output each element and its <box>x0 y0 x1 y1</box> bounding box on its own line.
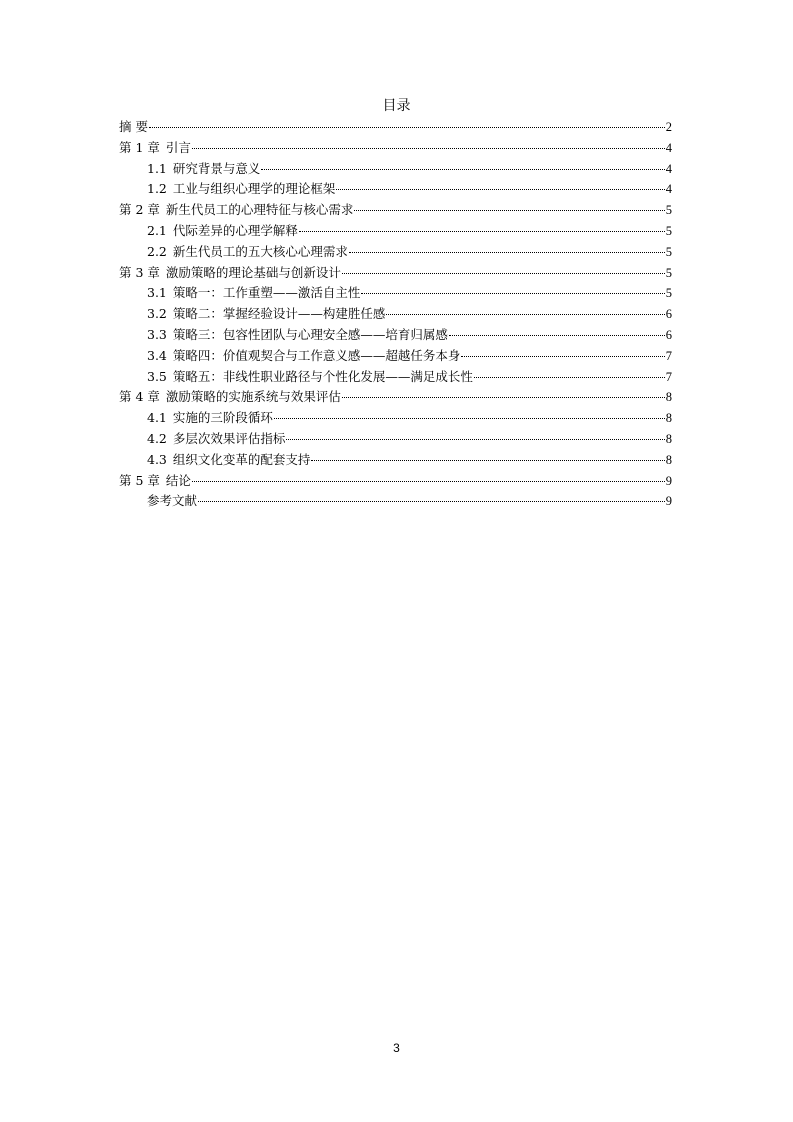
toc-dot-leader <box>449 335 665 336</box>
toc-entry-text: 多层次效果评估指标 <box>172 430 286 446</box>
toc-entry-page: 5 <box>665 244 672 259</box>
toc-entry-label <box>147 408 273 429</box>
toc-entry-page: 4 <box>665 182 672 197</box>
toc-entry[interactable] <box>119 200 672 221</box>
toc-entry-label <box>119 200 353 221</box>
toc-entry-text: 实施的三阶段循环 <box>172 410 273 426</box>
toc-entry-text: 引言 <box>165 139 191 155</box>
toc-entry-number: 第 2 章 <box>119 202 160 218</box>
toc-entry-text: 新生代员工的五大核心心理需求 <box>172 243 348 259</box>
toc-entry-text: 代际差异的心理学解释 <box>172 222 298 238</box>
toc-entry-text: 摘 要 <box>119 119 148 134</box>
toc-dot-leader <box>299 231 665 232</box>
toc-dot-leader <box>336 189 664 190</box>
toc-entry-label <box>119 117 148 138</box>
toc-entry-text: 策略四：价值观契合与工作意义感——超越任务本身 <box>172 347 461 363</box>
page-number: 3 <box>393 1041 400 1055</box>
toc-dot-leader <box>461 356 664 357</box>
toc-entry-number: 3.5 <box>147 368 167 384</box>
toc-entry-page: 5 <box>665 203 672 218</box>
toc-entry-page: 5 <box>665 265 672 280</box>
toc-title: 目录 <box>382 98 411 114</box>
toc-dot-leader <box>149 127 665 128</box>
toc-entry-number: 第 3 章 <box>119 264 160 280</box>
toc-entry-label <box>147 450 310 471</box>
toc-entry-label <box>147 429 285 450</box>
toc-entry-text: 结论 <box>165 472 191 488</box>
toc-dot-leader <box>354 210 664 211</box>
toc-entry-page: 8 <box>665 431 672 446</box>
toc-entry-number: 第 5 章 <box>119 472 160 488</box>
toc-entry[interactable] <box>119 387 672 408</box>
toc-entry-page: 8 <box>665 411 672 426</box>
toc-entry[interactable] <box>119 491 672 512</box>
toc-entry-number: 第 1 章 <box>119 139 160 155</box>
toc-entry[interactable] <box>119 159 672 180</box>
toc-entry-text: 研究背景与意义 <box>172 160 261 176</box>
toc-dot-leader <box>192 148 665 149</box>
toc-entry-page: 2 <box>665 120 672 134</box>
toc-entry-text: 策略二：掌握经验设计——构建胜任感 <box>172 306 386 322</box>
toc-dot-leader <box>261 169 664 170</box>
toc-entry[interactable] <box>119 263 672 284</box>
toc-entry[interactable] <box>119 138 672 159</box>
toc-entry[interactable] <box>119 179 672 200</box>
toc-entry-number: 4.3 <box>147 451 167 467</box>
toc-entry-page: 7 <box>665 348 672 363</box>
toc-dot-leader <box>386 314 664 315</box>
toc-entry-page: 6 <box>665 327 672 342</box>
toc-entry-text: 工业与组织心理学的理论框架 <box>172 181 336 197</box>
toc-entry[interactable] <box>119 221 672 242</box>
toc-entry[interactable] <box>119 304 672 325</box>
toc-entry-page: 8 <box>665 390 672 405</box>
toc-entry[interactable] <box>119 429 672 450</box>
toc-entry-label <box>119 263 341 284</box>
toc-entry-number: 3.3 <box>147 326 167 342</box>
toc-entry-text: 组织文化变革的配套支持 <box>172 451 311 467</box>
toc-entry-label <box>147 283 360 304</box>
toc-entry-number: 1.2 <box>147 181 167 197</box>
toc-entry-number: 2.1 <box>147 222 167 238</box>
toc-entry-text: 策略五：非线性职业路径与个性化发展——满足成长性 <box>172 368 473 384</box>
toc-entry-label <box>147 179 335 200</box>
toc-entry-page: 5 <box>665 286 672 301</box>
toc-entry[interactable] <box>119 367 672 388</box>
toc-entry-page: 7 <box>665 369 672 384</box>
toc-entry-label <box>147 159 260 180</box>
toc-entry-number: 4.2 <box>147 430 167 446</box>
toc-entry-label <box>119 138 191 159</box>
toc-entry-number: 第 4 章 <box>119 389 160 405</box>
toc-dot-leader <box>198 501 665 502</box>
toc-entry[interactable] <box>119 450 672 471</box>
toc-entry-label <box>147 242 348 263</box>
toc-entry-number: 2.2 <box>147 243 167 259</box>
toc-dot-leader <box>361 293 664 294</box>
toc-entry-text: 新生代员工的心理特征与核心需求 <box>165 202 354 218</box>
toc-entry-label <box>119 471 191 492</box>
toc-dot-leader <box>474 377 665 378</box>
toc-dot-leader <box>311 460 664 461</box>
toc-entry-label <box>147 491 197 512</box>
toc-entry-text: 激励策略的实施系统与效果评估 <box>165 389 341 405</box>
toc-entry-page: 6 <box>665 307 672 322</box>
toc-entry[interactable] <box>119 117 672 138</box>
toc-entry[interactable] <box>119 471 672 492</box>
toc-entry-label <box>147 325 448 346</box>
toc-entry-page: 8 <box>665 452 672 467</box>
toc-entry-number: 3.1 <box>147 285 167 301</box>
toc-dot-leader <box>342 397 665 398</box>
toc-entry-label <box>147 346 460 367</box>
toc-entry[interactable] <box>119 283 672 304</box>
toc-entry-text: 策略三：包容性团队与心理安全感——培育归属感 <box>172 326 448 342</box>
toc-entry-label <box>147 367 473 388</box>
toc-entry-number: 3.2 <box>147 306 167 322</box>
toc-entry[interactable] <box>119 346 672 367</box>
toc-entry-text: 参考文献 <box>147 493 198 509</box>
toc-dot-leader <box>286 439 664 440</box>
toc-entry[interactable] <box>119 408 672 429</box>
toc-entry-number: 3.4 <box>147 347 167 363</box>
toc-entry-page: 5 <box>665 223 672 238</box>
toc-entry[interactable] <box>119 242 672 263</box>
toc-dot-leader <box>349 252 665 253</box>
toc-entry-label <box>147 221 298 242</box>
toc-list <box>119 117 672 512</box>
toc-entry-page: 4 <box>665 140 672 155</box>
toc-entry-text: 激励策略的理论基础与创新设计 <box>165 264 341 280</box>
toc-dot-leader <box>274 418 665 419</box>
toc-entry-page: 9 <box>665 473 672 488</box>
toc-entry-number: 1.1 <box>147 160 167 176</box>
toc-entry-label <box>119 387 341 408</box>
toc-dot-leader <box>192 481 665 482</box>
toc-entry-text: 策略一：工作重塑——激活自主性 <box>172 285 361 301</box>
toc-entry[interactable] <box>119 325 672 346</box>
toc-dot-leader <box>342 273 665 274</box>
toc-entry-page: 4 <box>665 161 672 176</box>
toc-entry-label <box>147 304 385 325</box>
toc-entry-number: 4.1 <box>147 410 167 426</box>
toc-entry-page: 9 <box>665 494 672 509</box>
